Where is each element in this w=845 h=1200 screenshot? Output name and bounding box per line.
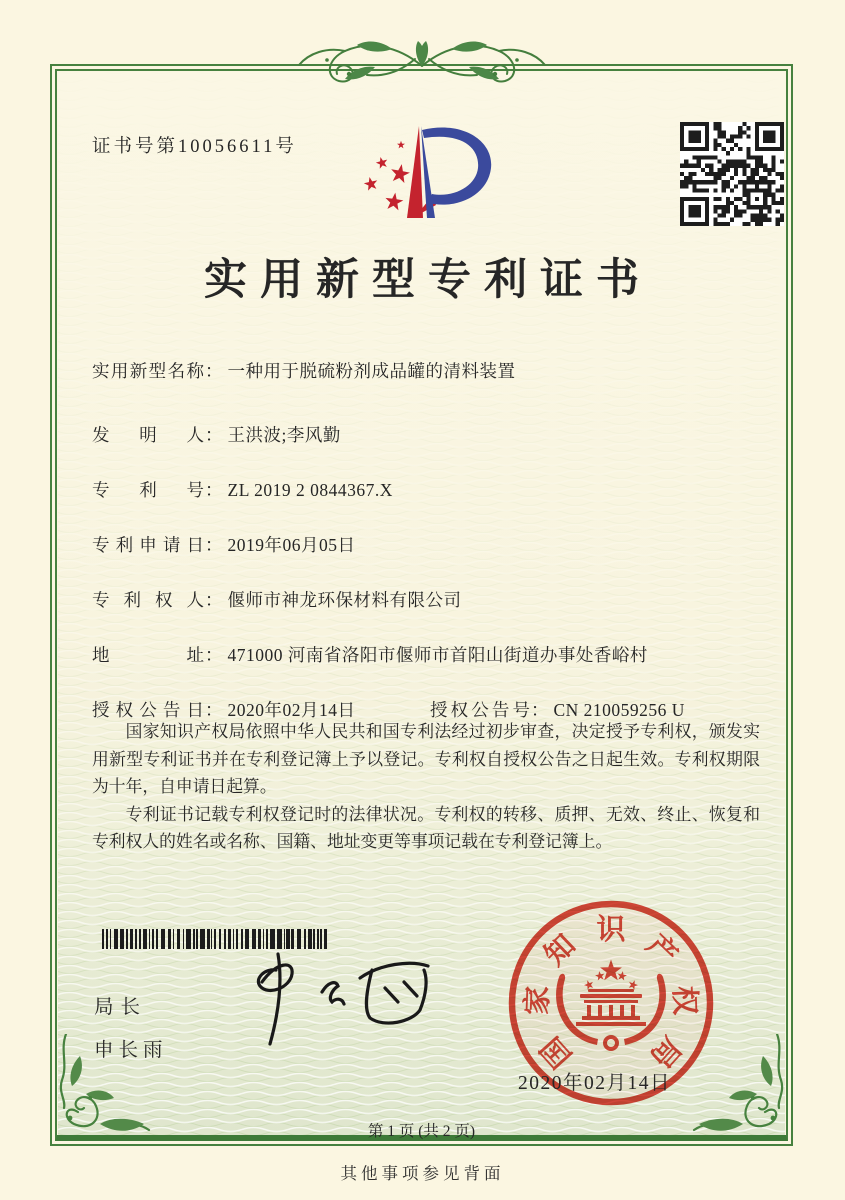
field-value: 471000 河南省洛阳市偃师市首阳山街道办事处香峪村 xyxy=(227,645,648,665)
page-number: 第 1 页 (共 2 页) xyxy=(367,1123,476,1140)
legal-paragraph: 专利证书记载专利权登记时的法律状况。专利权的转移、质押、无效、终止、恢复和专利权人的姓名或名称、国籍、地址变更等事项记载在专利登记簿上。 xyxy=(92,804,760,852)
svg-text:知: 知 xyxy=(538,928,582,973)
barcode-icon xyxy=(102,929,332,949)
field-group: 发 明 人 ： 王洪波;李风勤 xyxy=(92,422,341,447)
field-label: 发 明 人 xyxy=(92,425,204,445)
field-row xyxy=(92,422,768,446)
svg-text:产: 产 xyxy=(640,928,684,973)
field-label: 实 用 新 型 名 称 xyxy=(92,361,204,381)
field-label: 地 址 xyxy=(92,645,204,665)
signer-name: 申长雨 xyxy=(94,1040,168,1061)
cnipa-patent-logo-icon xyxy=(344,124,522,238)
svg-text:权: 权 xyxy=(667,985,701,1016)
field-label: 授 权 公 告 号 xyxy=(430,700,530,720)
signer-block xyxy=(94,991,168,1062)
field-row xyxy=(92,477,768,501)
field-value: 2019年06月05日 xyxy=(227,535,356,555)
qr-code-icon xyxy=(680,122,784,226)
signer-title: 局长 xyxy=(94,997,148,1018)
svg-text:识: 识 xyxy=(596,914,626,946)
field-value: CN 210059256 U xyxy=(553,700,685,720)
field-value: ZL 2019 2 0844367.X xyxy=(227,480,393,500)
top-scroll-ornament-icon xyxy=(297,36,547,94)
field-label: 授 权 公 告 日 xyxy=(92,700,204,720)
legal-text xyxy=(92,718,760,856)
field-row xyxy=(92,642,768,666)
field-label: 专 利 申 请 日 xyxy=(92,535,204,555)
field-group: 专 利 权 人 ： 偃师市神龙环保材料有限公司 xyxy=(92,587,462,612)
field-row xyxy=(92,587,768,611)
field-value: 一种用于脱硫粉剂成品罐的清料装置 xyxy=(227,361,516,381)
field-group: 实 用 新 型 名 称 ： 一种用于脱硫粉剂成品罐的清料装置 xyxy=(92,358,516,383)
certificate-fields xyxy=(92,358,768,752)
svg-text:国: 国 xyxy=(535,1030,579,1074)
field-group: 授 权 公 告 号 ： CN 210059256 U xyxy=(430,697,685,722)
field-value: 2020年02月14日 xyxy=(227,700,356,720)
field-value: 王洪波;李风勤 xyxy=(227,425,341,445)
field-row xyxy=(92,358,768,382)
field-group: 授 权 公 告 日 ： 2020年02月14日 xyxy=(92,697,356,722)
legal-paragraph: 国家知识产权局依照中华人民共和国专利法经过初步审查，决定授予专利权，颁发实用新型专利证书并在专利登记簿上予以登记。专利权自授权公告之日起生效。专利权期限为十年，自申请日起算。 xyxy=(92,722,760,797)
director-signature-icon xyxy=(220,948,450,1048)
seal-date: 2020年02月14日 xyxy=(518,1073,672,1094)
field-group: 专 利 申 请 日 ： 2019年06月05日 xyxy=(92,532,356,557)
field-label: 专 利 号 xyxy=(92,480,204,500)
svg-text:局: 局 xyxy=(643,1030,687,1074)
svg-text:家: 家 xyxy=(521,985,555,1016)
certificate-title: 实用新型专利证书 xyxy=(204,257,652,304)
back-side-note: 其他事项参见背面 xyxy=(340,1164,505,1183)
field-group: 地 址 ： 471000 河南省洛阳市偃师市首阳山街道办事处香峪村 xyxy=(92,642,648,667)
field-label: 专 利 权 人 xyxy=(92,590,204,610)
field-value: 偃师市神龙环保材料有限公司 xyxy=(227,590,462,610)
field-group: 专 利 号 ： ZL 2019 2 0844367.X xyxy=(92,477,393,502)
certificate-number: 证书号第10056611号 xyxy=(92,137,297,157)
field-row xyxy=(92,532,768,556)
certificate-border-frame xyxy=(50,64,793,1146)
